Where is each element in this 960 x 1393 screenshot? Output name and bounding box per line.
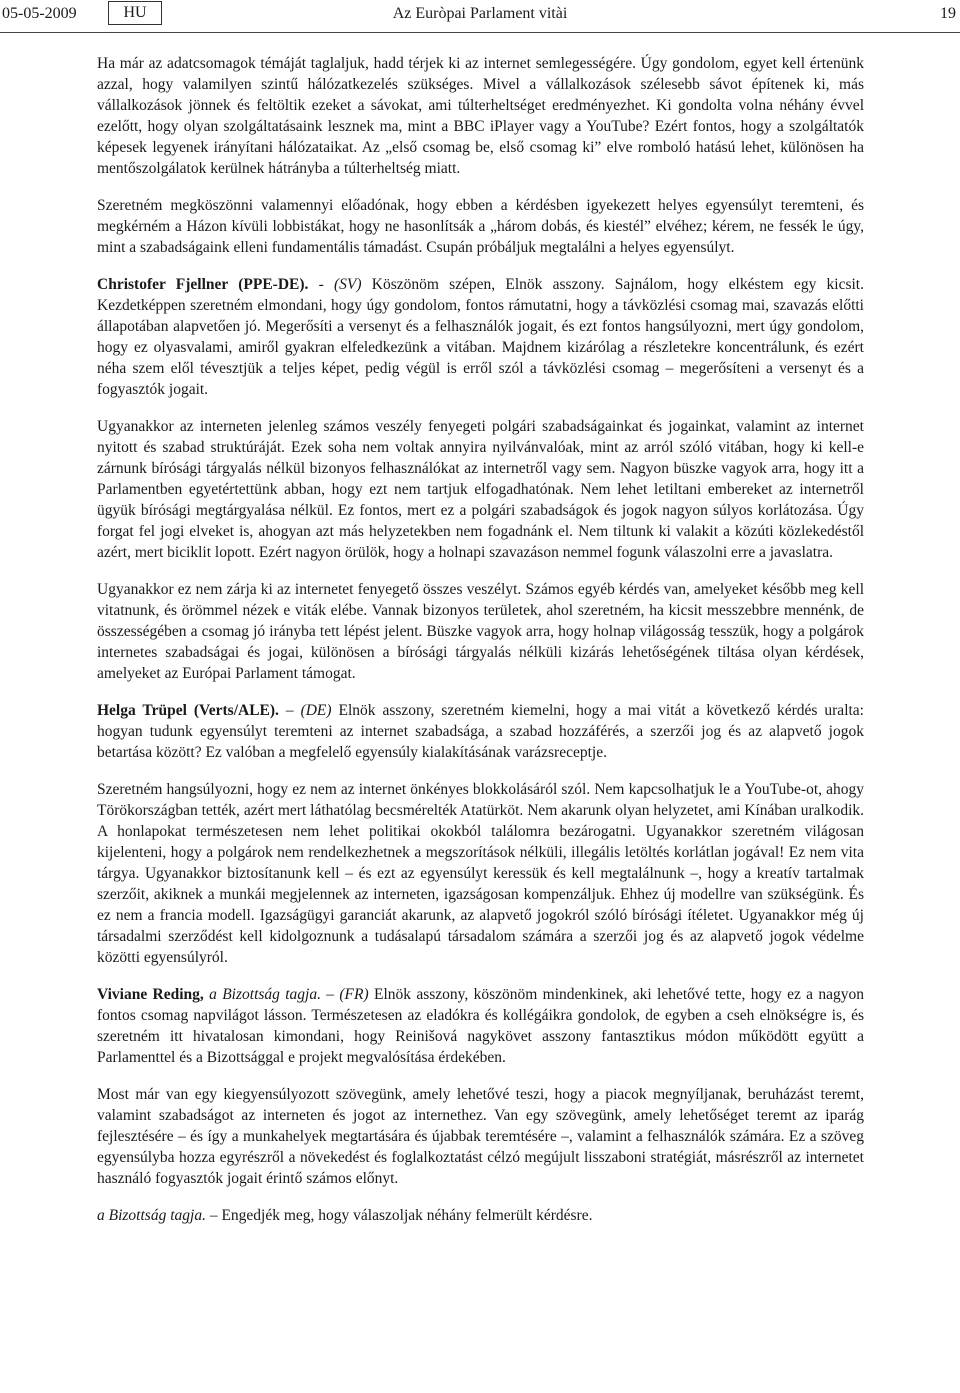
paragraph-text: Köszönöm szépen, Elnök asszony. Sajnálom, hogy elkéstem egy kicsit. Kezdetképpen szeretném elmondani, hogy úgy gondolom, fontos rámutatni, hogy a távközlési csomag mai, szavazás előtti állapotában alapvetően jó. Megerősíti a versenyt és a felhasználók jogait, és ezt fontos hangsúlyozni, mert úgy gondolom, hogy ez olyasvalami, amiről gyakran elfeledkezünk a vitában. Majdnem kizárólag a részletekre koncentrálunk, és ezért néha szem elől tévesztjük a teljes képet, pedig végül is erről szól a távközlési csomag – megerősíteni a versenyt és a fogyasztók jogait. (97, 276, 864, 398)
page-number: 19 (940, 5, 956, 22)
paragraph (97, 779, 864, 968)
paragraph (97, 579, 864, 684)
paragraph-text: Ha már az adatcsomagok témáját taglaljuk, hadd térjek ki az internet semlegességére. Úgy gondolom, egyet kell értenünk azzal, hogy valamilyen szintű hálózatkezelés szükséges. Mivel a vállalkozások szélesebb sávot építenek ki, más vállalkozások jönnek és feltöltik ezeket a sávokat, ami túlterheltséget eredményezhet. Ki gondolta volna néhány évvel ezelőtt, hogy olyan szolgáltatásaink lesznek ma, mint a BBC iPlayer vagy a YouTube? Ezért fontos, hogy a szolgáltatók képesek legyenek irányítani hálózataikat. Az „első csomag be, első csomag ki” elve romboló hatású lehet, különösen ha mentőszolgálatok kerülnek hátrányba a túlterheltség miatt. (97, 55, 864, 177)
document-title: Az Euròpai Parlament vitài (392, 5, 568, 22)
speech-paragraph (97, 700, 864, 763)
paragraph (97, 416, 864, 563)
speech-paragraph (97, 274, 864, 400)
speaker-name: Viviane Reding, (97, 986, 204, 1003)
language-code: (DE) (300, 702, 332, 719)
speaker-name: Helga Trüpel (Verts/ALE). (97, 702, 279, 719)
speech-paragraph (97, 1205, 864, 1226)
separator: – (278, 702, 301, 719)
separator: – (320, 986, 340, 1003)
speaker-name: Christofer Fjellner (PPE-DE). (97, 276, 309, 293)
paragraph-text: Most már van egy kiegyensúlyozott szövegünk, amely lehetővé teszi, hogy a piacok megnyíljanak, beruházást teremt, valamint szabadságot az interneten és jogot az internethez. Van egy szövegünk, amely lehetőséget teremt az iparág fejlesztésére – és így a munkahelyek megtartására és újabbak teremtésére –, valamint a felhasználók számára. Ez a szöveg egyensúlyba hozza egyrészről a növekedést és foglalkoztatást célzó megújult lisszaboni stratégiát, másrészről az internetet használó fogyasztók jogait érintő számos előnyt. (97, 1086, 864, 1187)
paragraph-text: Szeretném megköszönni valamennyi előadónak, hogy ebben a kérdésben igyekezett helyes egyensúlyt teremteni, és megkérném a Házon kívüli lobbistákat, hogy ne hasonlítsák a „három dobás, és kiestél” elvéhez; kérem, ne fessék le úgy, mint a szabadságaink elleni fundamentális támadást. Csupán próbáljuk megtalálni a helyes egyensúlyt. (97, 197, 864, 256)
paragraph (97, 53, 864, 179)
paragraph-text: Szeretném hangsúlyozni, hogy ez nem az internet önkényes blokkolásáról szól. Nem kapcsolhatjuk le a YouTube-ot, ahogy Törökországban tették, azért mert láthatólag becsmérelték Atatürköt. Nem akarunk olyan helyzetet, ami Kínában uralkodik. A honlapokat természetesen nem lehet politikai okokból találomra bezárogatni. Ugyanakkor szeretném világosan kijelenteni, hogy a polgárok nem rendelkezhetnek a megszorítások nélküli, illegális letöltés korlátlan jogával! Ez nem vita tárgya. Ugyanakkor biztosítanunk kell – és ezt az egyensúlyt keressük és kell megtalálnunk –, hogy a kreatív tartalmak szerzőit, akiknek a munkái megjelennek az interneten, igazságosan kompenzáljuk. Ehhez új modellre van szükségünk. És ez nem a francia modell. Igazságügyi garanciát akarunk, az alapvető jogokról szóló bírósági ítéletet. Ugyanakkor még új társadalmi szerződést kell kidolgoznunk a tudásalapú társadalom számára a szerzői jog és az alapvető jogok védelme közötti egyensúlyról. (97, 781, 864, 966)
header-divider (0, 32, 960, 33)
speaker-role: a Bizottság tagja. (97, 1207, 206, 1224)
speaker-role: a Bizottság tagja. (203, 986, 321, 1003)
paragraph-text: Ugyanakkor az interneten jelenleg számos veszély fenyegeti polgári szabadságainkat és jogainkat, valamint az internet nyitott és szabad struktúráját. Ezek soha nem voltak annyira nyilvánvalóak, mint az arról szóló vitában, hogy ki kell-e zárnunk bírósági tárgyalás nélkül bizonyos felhasználókat az internetről vagy sem. Nagyon büszke vagyok arra, hogy itt a Parlamentben egyetértettünk abban, hogy ezt nem tartjuk elfogadhatónak. Nem lehet letiltani embereket az internetről ügyük bírósági megtárgyalása nélkül. Ez fontos, mert ez a polgári szabadságok és jogok nagyon súlyos korlátozása. Úgy forgat fel jogi elveket is, ahogyan azt más helyzetekben nem fogadnánk el. Nem tiltunk ki valakit a közúti közlekedéstől azért, mert biciklit lopott. Ezért nagyon örülök, hogy a holnapi szavazáson nemmel fogunk válaszolni erre a javaslatra. (97, 418, 864, 561)
separator: – (205, 1207, 222, 1224)
header-date: 05-05-2009 (2, 5, 77, 22)
page-header (0, 0, 960, 30)
paragraph-text: Ugyanakkor ez nem zárja ki az internetet fenyegető összes veszélyt. Számos egyéb kérdés van, amelyeket később meg kell vitatnunk, és örömmel nézek e viták elébe. Vannak bizonyos területek, ahol szeretném, ha kicsit messzebbre mennénk, de összességében a csomag jó irányba tett lépést jelent. Büszke vagyok arra, hogy holnap világosság tesszük, hogy a polgárok internetes szabadságai és jogai, különösen a bírósági tárgyalás nélküli kizárás lehetőségének tiltása olyan kérdések, amelyeket az Európai Parlament támogat. (97, 581, 864, 682)
speech-paragraph (97, 984, 864, 1068)
language-badge: HU (108, 1, 162, 25)
paragraph-text: Elnök asszony, köszönöm mindenkinek, aki lehetővé tette, hogy ez a nagyon fontos csomag napvilágot lásson. Természetesen az eladókra és kollégáikra gondolok, de egyben a cseh elnökségre is, és szeretném itt hivatalosan kimondani, hogy Reinišová nagykövet asszony fantasztikus módon működött együtt a Parlamenttel és a Bizottsággal e projekt megvalósítása érdekében. (97, 986, 864, 1066)
separator: - (308, 276, 334, 293)
language-code: (FR) (339, 986, 369, 1003)
language-code: (SV) (334, 276, 362, 293)
document-body (97, 53, 864, 1226)
paragraph (97, 1084, 864, 1189)
paragraph-text: Elnök asszony, szeretném kiemelni, hogy a mai vitát a következő kérdés uralta: hogyan tudunk egyensúlyt teremteni az internet szabadsága, a szabad hozzáférés, a szerzői jog és az alapvető jogok betartása között? Ez valóban a megfelelő egyensúly kialakításának varázsreceptje. (97, 702, 864, 761)
paragraph-text: Engedjék meg, hogy válaszoljak néhány felmerült kérdésre. (221, 1207, 593, 1224)
paragraph (97, 195, 864, 258)
